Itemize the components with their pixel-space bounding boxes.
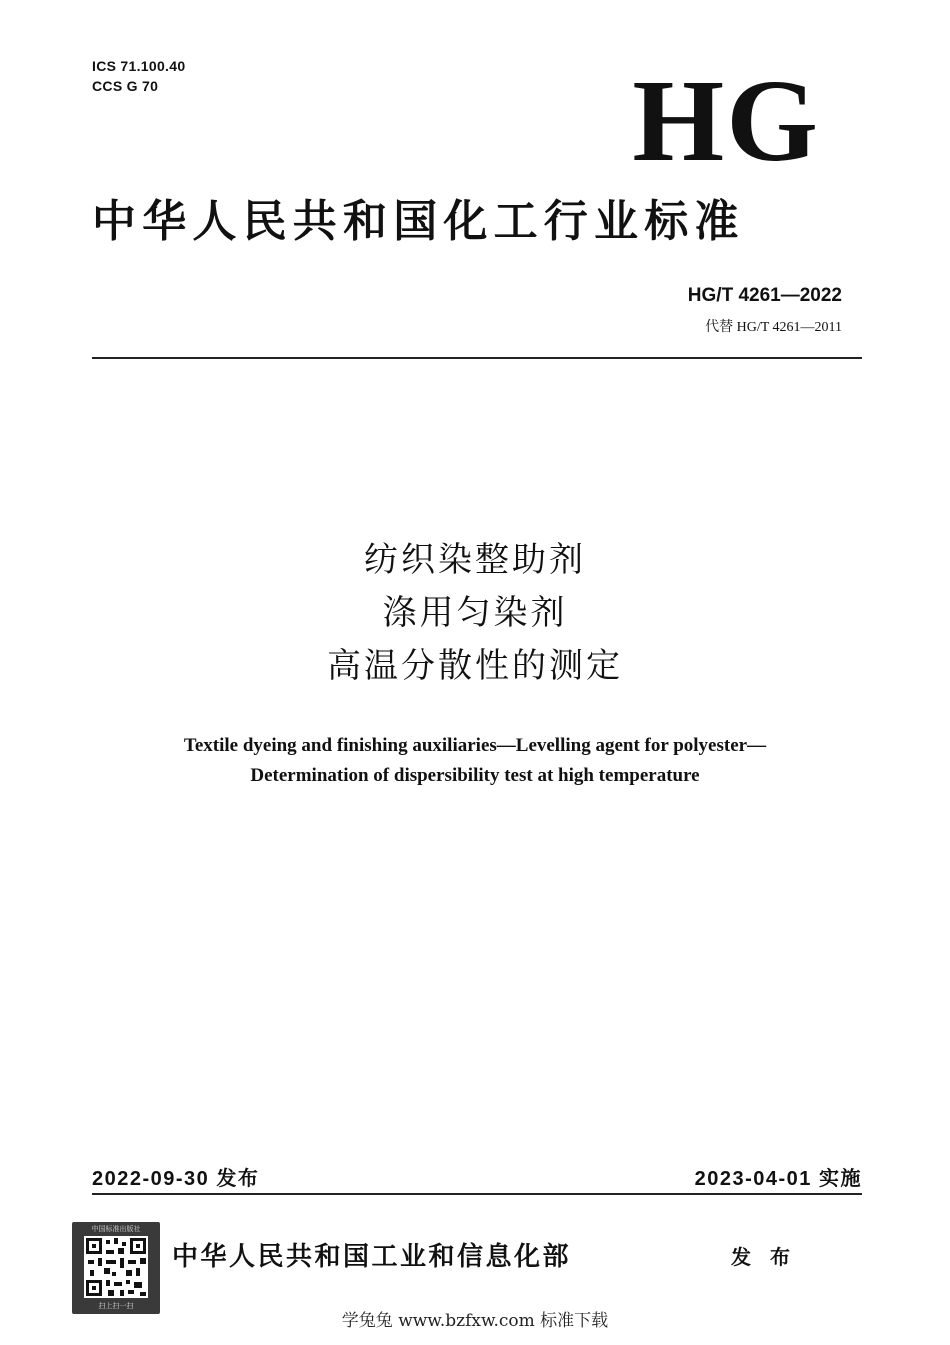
- footer-site-text: 学兔兔 www.bzfxw.com 标准下载: [341, 1311, 609, 1331]
- hg-logo: HG: [632, 55, 820, 186]
- top-divider: [92, 357, 862, 359]
- publish-label: 发 布: [731, 1245, 796, 1269]
- national-standard-title: 中华人民共和国化工行业标准: [92, 196, 745, 247]
- qr-code-icon: [84, 1236, 148, 1298]
- implementation-date: 2023-04-01 实施: [694, 1168, 862, 1190]
- qr-code-badge[interactable]: [72, 1222, 160, 1314]
- cn-title-line-1: 纺织染整助剂: [364, 540, 586, 580]
- cn-title-line-3: 高温分散性的测定: [327, 646, 623, 686]
- ccs-code: CCS G 70: [92, 78, 159, 94]
- en-title-line-2: Determination of dispersibility test at high temperature: [250, 765, 700, 786]
- ics-code: ICS 71.100.40: [92, 58, 186, 74]
- cn-title-line-2: 涤用匀染剂: [382, 593, 568, 633]
- qr-caption-top: 中国标准出版社: [91, 1225, 141, 1233]
- standard-number: HG/T 4261—2022: [687, 285, 842, 306]
- qr-caption-bottom: 扫上扫一扫: [98, 1302, 134, 1310]
- bottom-divider: [92, 1193, 862, 1195]
- publisher-name: 中华人民共和国工业和信息化部: [172, 1242, 572, 1272]
- issue-date: 2022-09-30 发布: [92, 1168, 260, 1190]
- replaces-standard: 代替 HG/T 4261—2011: [705, 320, 842, 335]
- en-title-line-1: Textile dyeing and finishing auxiliaries—Levelling agent for polyester—: [183, 735, 767, 756]
